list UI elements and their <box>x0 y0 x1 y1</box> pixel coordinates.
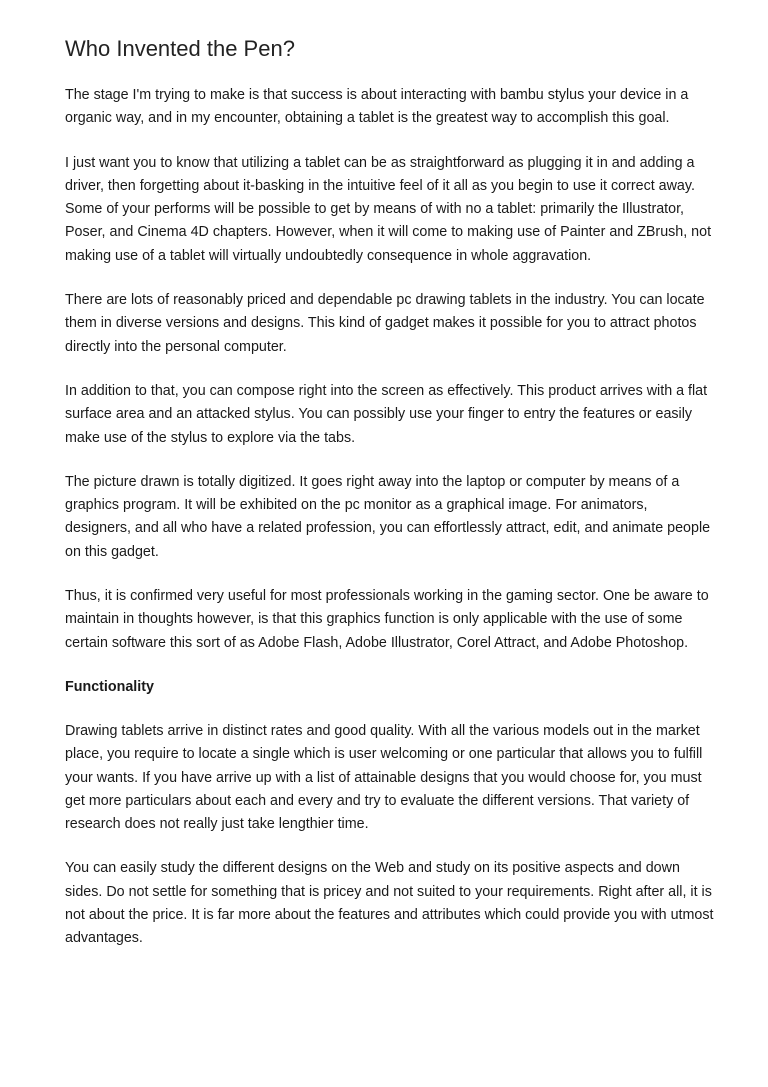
page-title: Who Invented the Pen? <box>65 36 295 61</box>
paragraph-6: Thus, it is confirmed very useful for most professionals working in the gaming sector. One be aware to maintain in thoughts however, is that this graphics function is only applicable with the use of some certain software this sort of as Adobe Flash, Adobe Illustrator, Corel Attract, and Adobe Photoshop. <box>65 588 709 651</box>
paragraph-1: The stage I'm trying to make is that success is about interacting with bambu stylus your device in a organic way, and in my encounter, obtaining a tablet is the greatest way to accomplish this goal. <box>65 87 689 127</box>
paragraph-8: You can easily study the different designs on the Web and study on its positive aspects and down sides. Do not settle for something that is pricey and not suited to your requirements. Right after all, it is not about the price. It is far more about the features and attributes which could provide you with utmost advantages. <box>65 860 714 947</box>
section-heading: Functionality <box>65 678 154 695</box>
paragraph-7: Drawing tablets arrive in distinct rates and good quality. With all the various models out in the market place, you require to locate a single which is user welcoming or one particular that allows you to fulfill your wants. If you have arrive up with a list of attainable designs that you would choose for, you must get more particulars about each and every and try to evaluate the different versions. That variety of research does not really just take lengthier time. <box>65 722 703 833</box>
paragraph-2: I just want you to know that utilizing a tablet can be as straightforward as plugging it in and adding a driver, then forgetting about it-basking in the intuitive feel of it all as you begin to use it correct away. Some of your performs will be possible to get by means of with no a tablet: primarily the Illustrator, Poser, and Cinema 4D chapters. However, when it will come to making use of Painter and ZBrush, not making use of a tablet will virtually undoubtedly consequence in whole aggravation. <box>65 154 712 264</box>
paragraph-5: The picture drawn is totally digitized. It goes right away into the laptop or computer by means of a graphics program. It will be exhibited on the pc monitor as a graphical image. For animators, designers, and all who have a related profession, you can effortlessly attract, edit, and animate people on this gadget. <box>65 473 711 560</box>
document-page <box>65 34 715 972</box>
paragraph-4: In addition to that, you can compose right into the screen as effectively. This product arrives with a flat surface area and an attacked stylus. You can possibly use your finger to entry the features or easily make use of the stylus to explore via the tabs. <box>65 382 708 446</box>
paragraph-3: There are lots of reasonably priced and dependable pc drawing tablets in the industry. You can locate them in diverse versions and designs. This kind of gadget makes it possible for you to attract photos directly into the personal computer. <box>65 292 705 355</box>
